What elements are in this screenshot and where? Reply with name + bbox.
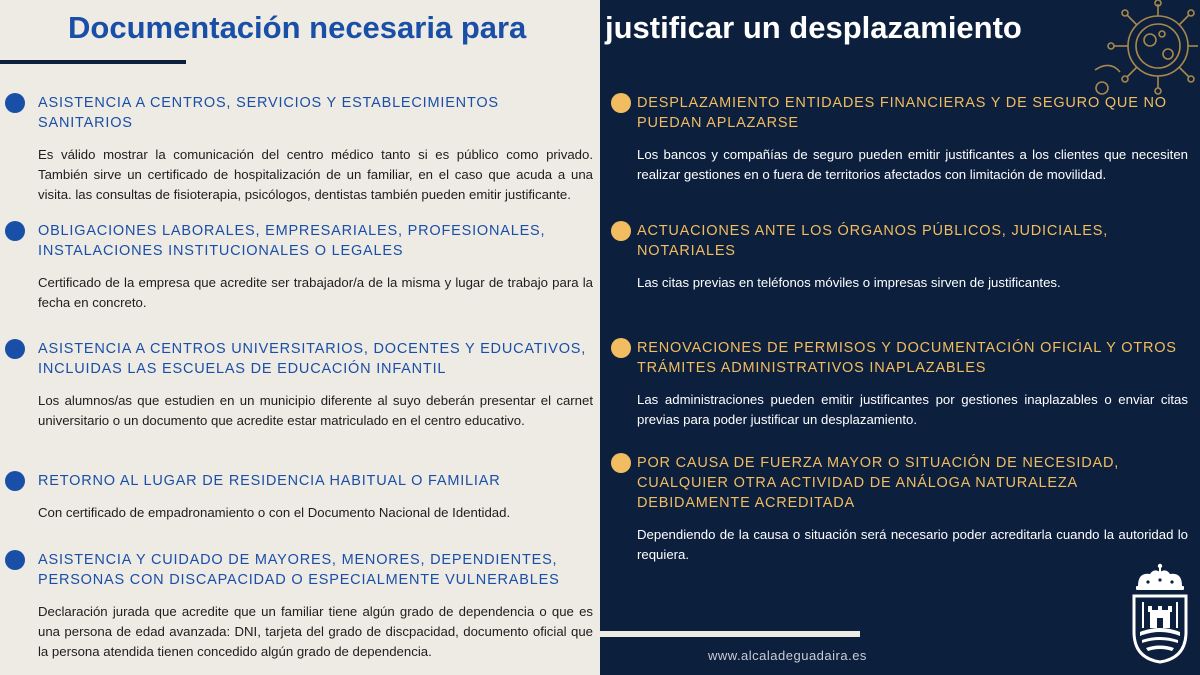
page-title-part1: Documentación necesaria para [68, 10, 527, 45]
title-underline [0, 60, 186, 64]
bullet-icon [611, 453, 631, 473]
section-body: Es válido mostrar la comunicación del centro médico tanto si es público como privado. También sirve un certificado de hospitalización de un familiar, en el caso que acuda a una visita. las consultas de fisioterapia, psicólogos, dentistas también pueden emitir justificante. [38, 147, 593, 202]
left-section-1 [5, 93, 593, 205]
section-body: Certificado de la empresa que acredite ser trabajador/a de la misma y lugar de trabajo para la fecha en concreto. [38, 275, 593, 310]
left-section-5 [5, 550, 593, 662]
section-heading: OBLIGACIONES LABORALES, EMPRESARIALES, PROFESIONALES, INSTALACIONES INSTITUCIONALES O LEGALES [38, 223, 546, 259]
left-section-4 [5, 471, 593, 523]
right-section-3 [611, 338, 1188, 430]
section-body: Los alumnos/as que estudien en un municipio diferente al suyo deberán presentar el carnet universitario o un documento que acredite estar matriculado en el centro educativo. [38, 393, 593, 428]
footer-divider [600, 631, 860, 637]
section-body: Dependiendo de la causa o situación será necesario poder acreditarla cuando la autoridad lo requiera. [637, 527, 1188, 562]
section-heading: POR CAUSA DE FUERZA MAYOR O SITUACIÓN DE NECESIDAD, CUALQUIER OTRA ACTIVIDAD DE ANÁLOGA NATURALEZA DEBIDAMENTE ACREDITADA [637, 455, 1120, 511]
section-body: Con certificado de empadronamiento o con el Documento Nacional de Identidad. [38, 505, 511, 520]
bullet-icon [5, 550, 25, 570]
website-link[interactable]: www.alcaladeguadaira.es [708, 648, 867, 663]
section-heading: DESPLAZAMIENTO ENTIDADES FINANCIERAS Y DE SEGURO QUE NO PUEDAN APLAZARSE [637, 95, 1167, 131]
bullet-icon [611, 338, 631, 358]
virus-icon [1090, 0, 1200, 100]
right-section-2 [611, 221, 1188, 293]
right-section-4 [611, 453, 1188, 565]
section-body: Las administraciones pueden emitir justificantes por gestiones inaplazables o enviar citas previas para poder justificar un desplazamiento. [637, 392, 1188, 427]
left-section-2 [5, 221, 593, 313]
bullet-icon [5, 93, 25, 113]
section-heading: ASISTENCIA A CENTROS UNIVERSITARIOS, DOCENTES Y EDUCATIVOS, INCLUIDAS LAS ESCUELAS DE EDUCACIÓN INFANTIL [38, 341, 587, 377]
city-crest-icon [1128, 562, 1192, 666]
section-heading: ACTUACIONES ANTE LOS ÓRGANOS PÚBLICOS, JUDICIALES, NOTARIALES [637, 223, 1109, 259]
section-heading: RETORNO AL LUGAR DE RESIDENCIA HABITUAL O FAMILIAR [38, 473, 501, 489]
bullet-icon [5, 471, 25, 491]
bullet-icon [611, 221, 631, 241]
bullet-icon [5, 221, 25, 241]
section-body: Los bancos y compañías de seguro pueden emitir justificantes a los clientes que necesiten realizar gestiones en o fuera de territorios afectados con limitación de movilidad. [637, 147, 1188, 182]
right-section-1 [611, 93, 1188, 185]
section-heading: RENOVACIONES DE PERMISOS Y DOCUMENTACIÓN OFICIAL Y OTROS TRÁMITES ADMINISTRATIVOS INAPLAZABLES [637, 340, 1177, 376]
section-body: Las citas previas en teléfonos móviles o impresas sirven de justificantes. [637, 275, 1061, 290]
section-heading: ASISTENCIA A CENTROS, SERVICIOS Y ESTABLECIMIENTOS SANITARIOS [38, 95, 499, 131]
page-title-part2: justificar un desplazamiento [605, 10, 1022, 45]
bullet-icon [5, 339, 25, 359]
left-section-3 [5, 339, 593, 431]
bullet-icon [611, 93, 631, 113]
section-heading: ASISTENCIA Y CUIDADO DE MAYORES, MENORES, DEPENDIENTES, PERSONAS CON DISCAPACIDAD O ESPECIALMENTE VULNERABLES [38, 552, 560, 588]
section-body: Declaración jurada que acredite que un familiar tiene algún grado de dependencia o que es una persona de edad avanzada: DNI, tarjeta del grado de discpacidad, documento oficial que la persona atendida tienen concedido algún grado de dependencia. [38, 604, 593, 659]
